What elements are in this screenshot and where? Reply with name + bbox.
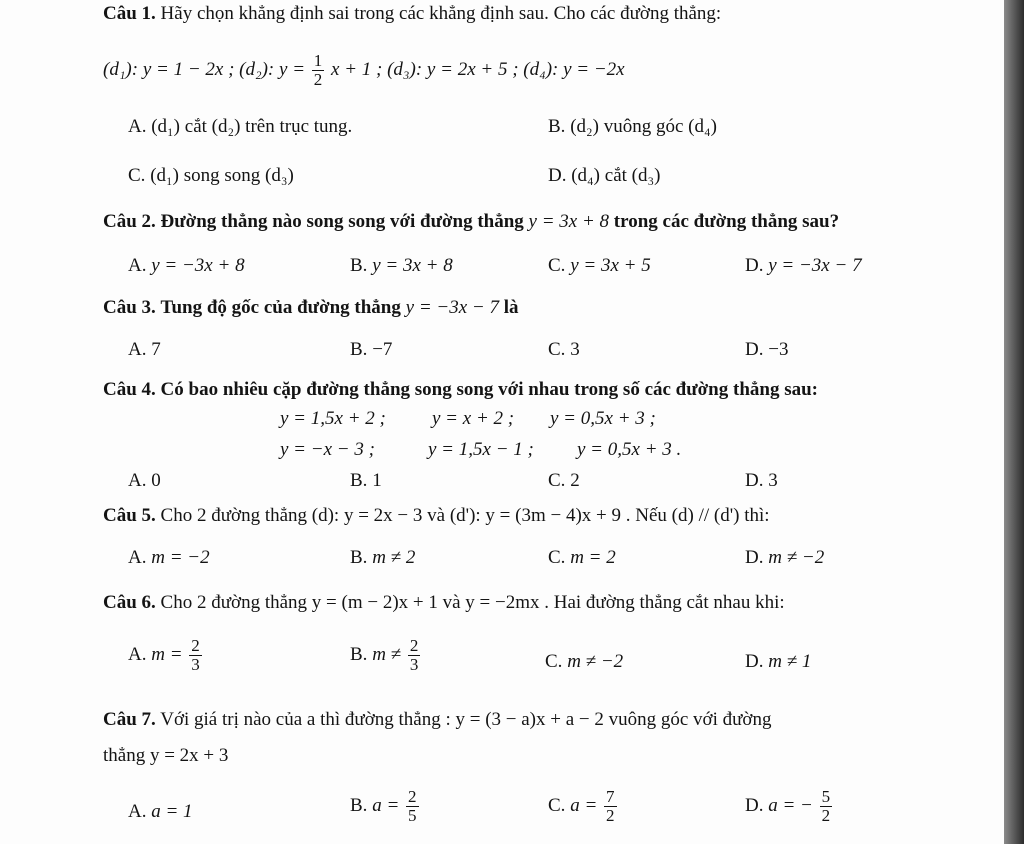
q1-lines-part2: x + 1 ; (d₃): y = 2x + 5 ; (d₄): y = −2x [331,58,625,80]
q4-line-1: y = 1,5x + 2 ; [280,408,386,429]
q4-line-5: y = 1,5x − 1 ; [428,439,534,460]
q7-prompt-continued [103,744,228,768]
q4-option-b: B. 1 [350,470,382,491]
q7-text: Với giá trị nào của a thì đường thẳng : y = (3 − a)x + a − 2 vuông góc với đường [160,709,772,730]
q4-option-d: D. 3 [745,470,778,491]
q2-option-b: B. y = 3x + 8 [350,255,453,276]
q3-option-d: D. −3 [745,339,789,360]
q1-prompt [103,2,721,26]
q2-option-a: A. y = −3x + 8 [128,255,245,276]
q6-option-c: C. m ≠ −2 [545,651,624,672]
q1-option-c: C. (d₁) song song (d₃) [128,165,294,186]
q7-text2: thẳng y = 2x + 3 [103,745,229,766]
q2-option-d: D. y = −3x − 7 [745,255,862,276]
viewer-background-edge [1004,0,1024,844]
q7-option-d: D. a = − $\frac{5}{2}$ [745,787,831,825]
q5-option-a: A. m = −2 [128,547,210,568]
q1-lines-part1: (d₁): y = 1 − 2x ; (d₂): y = [103,58,306,80]
q4-label: Câu 4. [103,379,156,400]
q3-option-a: A. 7 [128,339,161,360]
q2-expr: y = 3x + 8 [528,211,610,232]
q4-text: Có bao nhiêu cặp đường thẳng song song với nhau trong số các đường thẳng sau: [160,379,818,400]
q5-option-d: D. m ≠ −2 [745,547,825,568]
q6-option-b: B. m ≠ $\frac{2}{3}$ [350,636,419,674]
q2-label: Câu 2. [103,211,156,232]
q6-label: Câu 6. [103,592,156,613]
q7-prompt [103,708,771,732]
q5-prompt [103,504,770,528]
q4-line-2: y = x + 2 ; [432,408,515,429]
q3-label: Câu 3. [103,297,156,318]
q1-option-d: D. (d₄) cắt (d₃) [548,165,661,186]
q6-option-d: D. m ≠ 1 [745,651,812,672]
q5-option-c: C. m = 2 [548,547,616,568]
q1-lines [103,52,625,89]
q2-text: Đường thẳng nào song song với đường thẳng [160,211,524,232]
q2-option-c: C. y = 3x + 5 [548,255,651,276]
q4-line-3: y = 0,5x + 3 ; [550,408,656,429]
q6-text: Cho 2 đường thẳng y = (m − 2)x + 1 và y = −2mx . Hai đường thẳng cắt nhau khi: [160,592,785,613]
q3-text: Tung độ gốc của đường thẳng [160,297,401,318]
q1-fraction: $\frac{1}{2}$ [313,51,323,89]
q4-prompt [103,378,818,402]
q2-prompt [103,210,839,234]
q7-option-b: B. a = $\frac{2}{5}$ [350,787,417,825]
q2-text-after: trong các đường thẳng sau? [613,211,840,232]
q7-label: Câu 7. [103,709,156,730]
q7-option-a: A. a = 1 [128,801,193,822]
q6-option-a: A. m = $\frac{2}{3}$ [128,636,200,674]
q1-option-b: B. (d₂) vuông góc (d₄) [548,116,717,137]
q4-line-4: y = −x − 3 ; [280,439,375,460]
q6-prompt [103,591,785,615]
q4-line-6: y = 0,5x + 3 . [577,439,682,460]
q4-option-c: C. 2 [548,470,580,491]
q4-option-a: A. 0 [128,470,161,491]
q5-text: Cho 2 đường thẳng (d): y = 2x − 3 và (d'): y = (3m − 4)x + 9 . Nếu (d) // (d') thì: [160,505,770,526]
q3-text-after: là [503,297,519,318]
q3-expr: y = −3x − 7 [405,297,499,318]
q5-label: Câu 5. [103,505,156,526]
q3-option-c: C. 3 [548,339,580,360]
q1-label: Câu 1. [103,3,156,24]
q3-option-b: B. −7 [350,339,393,360]
q5-option-b: B. m ≠ 2 [350,547,416,568]
q3-prompt [103,296,519,320]
q1-option-a: A. (d₁) cắt (d₂) trên trục tung. [128,116,353,137]
q7-option-c: C. a = $\frac{7}{2}$ [548,787,615,825]
q1-text: Hãy chọn khẳng định sai trong các khẳng định sau. Cho các đường thẳng: [160,3,722,24]
